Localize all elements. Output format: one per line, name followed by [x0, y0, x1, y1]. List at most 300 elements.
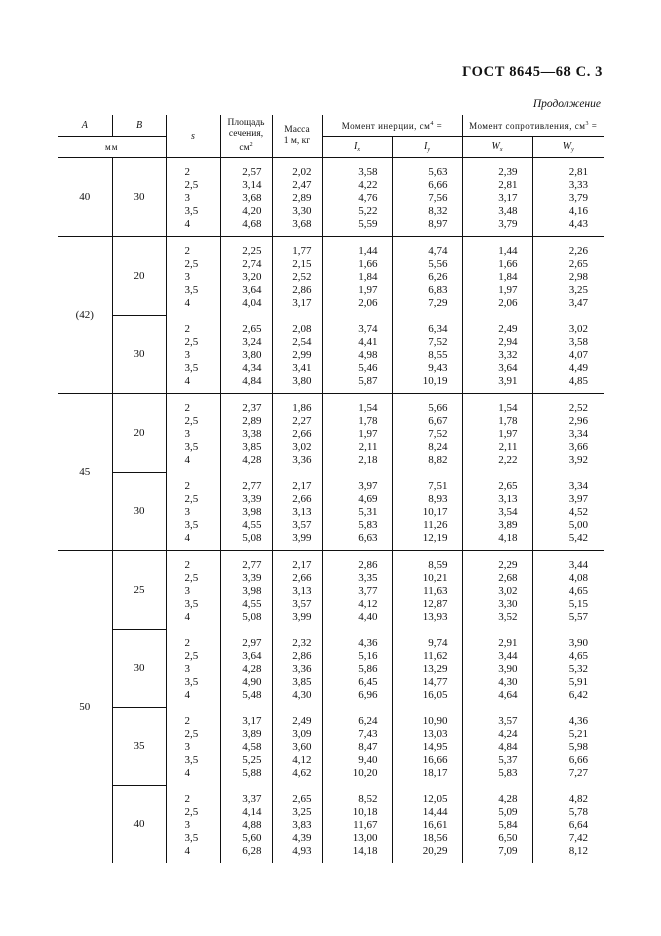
cell-s-value: 2,5 [184, 572, 199, 584]
cell-mass-value: 3,80 [292, 375, 312, 387]
cell-area-value: 3,17 [242, 715, 262, 727]
cell-s-value: 2,5 [184, 493, 199, 505]
cell-Ix [322, 551, 392, 630]
cell-area-lines [221, 402, 272, 467]
cell-Wx-lines [463, 323, 532, 388]
cell-Ix-value: 11,67 [353, 819, 378, 831]
cell-s-lines [167, 402, 220, 467]
cell-Wy-value: 4,08 [568, 572, 588, 584]
cell-s-lines [167, 166, 220, 231]
cell-Wx-value: 5,09 [498, 806, 518, 818]
cell-Wy-value: 4,43 [568, 218, 588, 230]
cell-mass-value: 3,85 [292, 676, 312, 688]
cell-s-value: 3,5 [184, 284, 199, 296]
cell-s-value: 3 [184, 271, 190, 283]
cell-area [220, 315, 272, 394]
cell-Wx-lines [463, 637, 532, 702]
cell-Wy-lines [533, 637, 605, 702]
col-header-A: A [81, 120, 88, 132]
cell-mass-value: 3,57 [292, 598, 312, 610]
cell-Iy-lines [393, 480, 462, 545]
cell-area-value: 2,25 [242, 245, 262, 257]
cell-Wy-value: 4,07 [568, 349, 588, 361]
cell-area-value: 3,39 [242, 493, 262, 505]
cell-area-value: 2,97 [242, 637, 262, 649]
cell-Wy-value: 3,79 [568, 192, 588, 204]
cell-mass-value: 2,54 [292, 336, 312, 348]
cell-Ix-lines [323, 793, 392, 858]
cell-Wx-lines [463, 245, 532, 310]
cell-area-value: 5,08 [242, 611, 262, 623]
cell-mass-lines [273, 793, 322, 858]
cell-Iy-value: 14,95 [422, 741, 448, 753]
cell-mass-lines [273, 323, 322, 388]
cell-Wy-value: 4,85 [568, 375, 588, 387]
cell-Wy-value: 2,81 [568, 166, 588, 178]
cell-Iy-value: 8,93 [428, 493, 448, 505]
cell-Iy [392, 629, 462, 707]
cell-mass-value: 4,12 [292, 754, 312, 766]
table-row [58, 785, 604, 863]
cell-s-value: 3 [184, 663, 190, 675]
cell-area-value: 4,28 [242, 663, 262, 675]
cell-Wy-value: 3,44 [568, 559, 588, 571]
cell-Wy-value: 6,66 [568, 754, 588, 766]
cell-area-value: 2,37 [242, 402, 262, 414]
cell-Wy [532, 707, 604, 785]
cell-area [220, 472, 272, 551]
cell-Iy-value: 9,74 [428, 637, 448, 649]
cell-s [166, 629, 220, 707]
cell-Wx-value: 6,50 [498, 832, 518, 844]
cell-Iy-value: 7,51 [428, 480, 448, 492]
cell-area-value: 4,20 [242, 205, 262, 217]
cell-Wx-value: 3,32 [498, 349, 518, 361]
cell-mass-value: 3,83 [292, 819, 312, 831]
cell-Wx-value: 4,24 [498, 728, 518, 740]
cell-Wx-value: 3,79 [498, 218, 518, 230]
col-header-mass [272, 115, 322, 158]
cell-Wy-value: 5,21 [568, 728, 588, 740]
cell-s [166, 394, 220, 473]
col-header-area [220, 115, 272, 158]
cell-Iy-value: 8,82 [428, 454, 448, 466]
cell-mass-value: 3,30 [292, 205, 312, 217]
cell-Iy-value: 6,66 [428, 179, 448, 191]
cell-Ix-value: 4,69 [358, 493, 378, 505]
cell-Ix-value: 5,16 [358, 650, 378, 662]
cell-mass-value: 4,62 [292, 767, 312, 779]
cell-mass-value: 2,49 [292, 715, 312, 727]
cell-mass-value: 2,27 [292, 415, 312, 427]
cell-s-lines [167, 637, 220, 702]
cell-Ix [322, 472, 392, 551]
cell-Ix-value: 5,31 [358, 506, 378, 518]
cell-area-value: 4,88 [242, 819, 262, 831]
cell-s-value: 4 [184, 611, 190, 623]
cell-Wy-value: 5,91 [568, 676, 588, 688]
cell-area-value: 3,24 [242, 336, 262, 348]
col-group-inertia [322, 115, 462, 137]
cell-s [166, 472, 220, 551]
continuation-label: Продолжение [532, 98, 601, 110]
cell-Ix-value: 1,97 [358, 428, 378, 440]
cell-Wx [462, 158, 532, 237]
cell-Wy-value: 2,98 [568, 271, 588, 283]
cell-Wx-value: 2,65 [498, 480, 518, 492]
cell-Wy [532, 472, 604, 551]
cell-Iy-value: 12,19 [422, 532, 448, 544]
cell-Wx-value: 3,52 [498, 611, 518, 623]
cell-area-value: 4,34 [242, 362, 262, 374]
cell-area-lines [221, 166, 272, 231]
cell-Wy-value: 3,47 [568, 297, 588, 309]
cell-Wx-lines [463, 715, 532, 780]
cell-Iy-value: 6,26 [428, 271, 448, 283]
cell-Wy-value: 8,12 [568, 845, 588, 857]
cell-Ix-lines [323, 323, 392, 388]
cell-Wx-value: 1,84 [498, 271, 518, 283]
resistance-eq: = [589, 120, 598, 131]
cell-area-value: 3,37 [242, 793, 262, 805]
cell-area-value: 3,14 [242, 179, 262, 191]
cell-Wy [532, 158, 604, 237]
cell-Ix-value: 10,18 [352, 806, 378, 818]
cell-mass-lines [273, 245, 322, 310]
cell-Iy-lines [393, 323, 462, 388]
cell-Iy-value: 8,59 [428, 559, 448, 571]
cell-Wy [532, 237, 604, 316]
cell-A: (42) [58, 237, 112, 394]
cell-B: 35 [112, 707, 166, 785]
cell-mass-value: 3,13 [292, 585, 312, 597]
cell-Iy-value: 9,43 [428, 362, 448, 374]
cell-Wy-value: 4,65 [568, 650, 588, 662]
cell-Ix-value: 6,96 [358, 689, 378, 701]
cell-area-value: 3,98 [242, 585, 262, 597]
cell-mass-value: 2,65 [292, 793, 312, 805]
cell-Wy-value: 5,57 [568, 611, 588, 623]
cell-mass [272, 472, 322, 551]
cell-area-value: 2,89 [242, 415, 262, 427]
cell-s-value: 4 [184, 218, 190, 230]
cell-area-value: 5,08 [242, 532, 262, 544]
cell-Wx-value: 1,78 [498, 415, 518, 427]
cell-B: 20 [112, 394, 166, 473]
cell-Ix [322, 158, 392, 237]
cell-Iy-lines [393, 166, 462, 231]
cell-Wy-lines [533, 480, 605, 545]
cell-Wy [532, 394, 604, 473]
cell-area-value: 2,65 [242, 323, 262, 335]
cell-area-value: 2,77 [242, 559, 262, 571]
cell-mass [272, 551, 322, 630]
cell-Ix-value: 5,59 [358, 218, 378, 230]
cell-s-lines [167, 480, 220, 545]
page-header: ГОСТ 8645—68 С. 3 [462, 64, 603, 80]
cell-mass-lines [273, 480, 322, 545]
table-header [58, 115, 604, 158]
cell-area-value: 4,68 [242, 218, 262, 230]
cell-Wy-value: 2,65 [568, 258, 588, 270]
cell-mass-value: 3,17 [292, 297, 312, 309]
col-header-B: B [112, 115, 166, 137]
cell-Ix-lines [323, 637, 392, 702]
col-header-Ix: $I_x$ [322, 137, 392, 158]
cell-Iy-value: 16,61 [422, 819, 448, 831]
cell-Ix-value: 8,47 [358, 741, 378, 753]
cell-Ix-value: 2,18 [358, 454, 378, 466]
cell-mass [272, 785, 322, 863]
cell-Ix [322, 315, 392, 394]
cell-mass-lines [273, 559, 322, 624]
cell-Wy [532, 315, 604, 394]
cell-Wx-value: 7,09 [498, 845, 518, 857]
cell-area-value: 4,04 [242, 297, 262, 309]
cell-Wx-value: 3,30 [498, 598, 518, 610]
cell-s-lines [167, 323, 220, 388]
cell-A: 50 [79, 701, 91, 713]
cell-Wx-value: 3,13 [498, 493, 518, 505]
cell-Ix-value: 3,35 [358, 572, 378, 584]
cell-Ix-value: 3,58 [358, 166, 378, 178]
cell-s-value: 3,5 [184, 205, 199, 217]
cell-Iy-lines [393, 715, 462, 780]
cell-s-value: 3,5 [184, 598, 199, 610]
table-row [58, 394, 604, 473]
cell-Iy-value: 10,19 [422, 375, 448, 387]
cell-Iy-value: 10,21 [422, 572, 448, 584]
cell-s-value: 3,5 [184, 754, 199, 766]
cell-Iy-value: 12,87 [422, 598, 448, 610]
cell-Wx-value: 3,02 [498, 585, 518, 597]
cell-mass-value: 2,99 [292, 349, 312, 361]
cell-Wx-value: 5,37 [498, 754, 518, 766]
cell-Ix [322, 707, 392, 785]
cell-Wx-value: 2,81 [498, 179, 518, 191]
resistance-label: Момент сопротивления, см [469, 120, 586, 131]
cell-Ix-lines [323, 715, 392, 780]
cell-area-value: 5,25 [242, 754, 262, 766]
cell-area-value: 3,89 [242, 728, 262, 740]
cell-area-value: 4,90 [242, 676, 262, 688]
cell-Wx-value: 1,97 [498, 284, 518, 296]
cell-Ix-value: 9,40 [358, 754, 378, 766]
cell-Ix-value: 7,43 [358, 728, 378, 740]
cell-area-value: 4,14 [242, 806, 262, 818]
cell-s-value: 2,5 [184, 728, 199, 740]
cell-Wx-value: 1,97 [498, 428, 518, 440]
cell-area [220, 785, 272, 863]
cell-area-value: 3,68 [242, 192, 262, 204]
cell-Wy [532, 785, 604, 863]
cell-Ix-value: 3,74 [358, 323, 378, 335]
cell-Ix-value: 1,54 [358, 402, 378, 414]
cell-Ix-value: 5,86 [358, 663, 378, 675]
cell-Ix-value: 2,11 [358, 441, 378, 453]
cell-Ix-value: 10,20 [352, 767, 378, 779]
cell-Iy-value: 7,52 [428, 336, 448, 348]
cell-Iy-value: 16,66 [422, 754, 448, 766]
cell-s-value: 2 [184, 793, 190, 805]
cell-area-value: 6,28 [242, 845, 262, 857]
cell-Ix-lines [323, 480, 392, 545]
cell-Wy-value: 7,27 [568, 767, 588, 779]
cell-s-value: 2,5 [184, 179, 199, 191]
cell-mass-value: 3,02 [292, 441, 312, 453]
cell-Iy [392, 237, 462, 316]
cell-area-lines [221, 245, 272, 310]
cell-s [166, 707, 220, 785]
cell-Ix-value: 4,98 [358, 349, 378, 361]
cell-Iy [392, 158, 462, 237]
cell-Iy-value: 13,93 [422, 611, 448, 623]
cell-Iy-lines [393, 559, 462, 624]
inertia-exp: 4 [430, 120, 434, 127]
col-header-unit-mm: мм [58, 137, 166, 158]
cell-Wx-value: 2,39 [498, 166, 518, 178]
cell-mass [272, 394, 322, 473]
cell-Wy-lines [533, 402, 605, 467]
cell-Wx-lines [463, 559, 532, 624]
cell-mass-lines [273, 715, 322, 780]
cell-mass-value: 4,39 [292, 832, 312, 844]
cell-Wx [462, 315, 532, 394]
col-header-Iy: $I_y$ [392, 137, 462, 158]
cell-Iy-value: 18,56 [422, 832, 448, 844]
cell-Wx-value: 2,68 [498, 572, 518, 584]
cell-Wy-value: 3,92 [568, 454, 588, 466]
cell-s-value: 4 [184, 454, 190, 466]
cell-s-value: 3,5 [184, 676, 199, 688]
cell-Wx-value: 2,29 [498, 559, 518, 571]
cell-s-value: 4 [184, 845, 190, 857]
cell-Wx-value: 3,90 [498, 663, 518, 675]
cell-area-value: 5,88 [242, 767, 262, 779]
cell-Iy-value: 12,05 [422, 793, 448, 805]
cell-Ix-lines [323, 559, 392, 624]
cell-Wy-lines [533, 323, 605, 388]
cell-Wy [532, 629, 604, 707]
cell-s-value: 3,5 [184, 519, 199, 531]
cell-Iy-value: 11,26 [423, 519, 448, 531]
cell-Wx-lines [463, 166, 532, 231]
cell-Wx-value: 3,64 [498, 362, 518, 374]
cell-Wy-value: 4,49 [568, 362, 588, 374]
cell-area [220, 707, 272, 785]
cell-Iy-value: 13,29 [422, 663, 448, 675]
cell-area-lines [221, 480, 272, 545]
cell-Iy-value: 8,24 [428, 441, 448, 453]
inertia-label: Момент инерции, см [341, 120, 431, 131]
cell-Ix-value: 1,44 [358, 245, 378, 257]
cell-area-lines [221, 715, 272, 780]
cell-Wx-lines [463, 793, 532, 858]
cell-mass-value: 2,86 [292, 650, 312, 662]
cell-Iy-lines [393, 793, 462, 858]
table-row [58, 707, 604, 785]
cell-Ix-value: 14,18 [352, 845, 378, 857]
cell-Iy-value: 14,44 [422, 806, 448, 818]
cell-mass-value: 1,77 [292, 245, 312, 257]
cell-s-value: 3 [184, 506, 190, 518]
cell-s-value: 4 [184, 767, 190, 779]
cell-Iy-value: 20,29 [422, 845, 448, 857]
cell-Ix-lines [323, 402, 392, 467]
cell-s-value: 3,5 [184, 362, 199, 374]
cell-Iy-lines [393, 245, 462, 310]
cell-area [220, 551, 272, 630]
cell-Ix-value: 5,83 [358, 519, 378, 531]
table-row [58, 237, 604, 316]
cell-s-value: 3 [184, 741, 190, 753]
cell-Wx-value: 2,11 [498, 441, 518, 453]
table-row [58, 158, 604, 237]
cell-Iy-lines [393, 637, 462, 702]
cell-Ix-value: 3,77 [358, 585, 378, 597]
cell-Iy-lines [393, 402, 462, 467]
cell-s-value: 2,5 [184, 650, 199, 662]
cell-mass-value: 3,99 [292, 532, 312, 544]
cell-s-value: 4 [184, 689, 190, 701]
cell-s [166, 785, 220, 863]
cell-mass [272, 707, 322, 785]
cell-Iy-value: 7,29 [428, 297, 448, 309]
cell-Iy-value: 5,63 [428, 166, 448, 178]
cell-Wy-value: 7,42 [568, 832, 588, 844]
cell-Iy-value: 16,05 [422, 689, 448, 701]
cell-mass-value: 4,30 [292, 689, 312, 701]
cell-s-value: 2,5 [184, 258, 199, 270]
cell-area-value: 4,28 [242, 454, 262, 466]
cell-Wy-value: 5,98 [568, 741, 588, 753]
cell-Wy-value: 4,36 [568, 715, 588, 727]
cell-A: 40 [58, 158, 112, 237]
table-body [58, 158, 604, 864]
cell-Wy-value: 4,65 [568, 585, 588, 597]
area-line-2: сечения, [228, 129, 264, 139]
cell-area [220, 394, 272, 473]
cell-mass-value: 3,09 [292, 728, 312, 740]
cell-Wx [462, 472, 532, 551]
cell-Ix [322, 394, 392, 473]
cell-Ix [322, 629, 392, 707]
cell-Wx-value: 3,44 [498, 650, 518, 662]
cell-Ix-value: 4,12 [358, 598, 378, 610]
cell-mass-value: 2,32 [292, 637, 312, 649]
cell-Wy [532, 551, 604, 630]
cell-Wx-value: 5,83 [498, 767, 518, 779]
cell-mass [272, 237, 322, 316]
cell-area [220, 158, 272, 237]
cell-Iy-value: 10,90 [422, 715, 448, 727]
cell-s-lines [167, 715, 220, 780]
cell-s [166, 237, 220, 316]
cell-Ix-value: 3,97 [358, 480, 378, 492]
cell-Wx-value: 2,06 [498, 297, 518, 309]
cell-Wx-value: 3,54 [498, 506, 518, 518]
cell-Iy-value: 11,62 [423, 650, 448, 662]
inertia-eq: = [433, 120, 443, 131]
cell-s-value: 2 [184, 559, 190, 571]
table-row [58, 315, 604, 394]
cell-area-value: 2,57 [242, 166, 262, 178]
cell-Wx-value: 3,48 [498, 205, 518, 217]
cell-B: 40 [112, 785, 166, 863]
cell-Wx-value: 1,66 [498, 258, 518, 270]
area-line-3 [221, 140, 272, 154]
cell-mass-value: 2,15 [292, 258, 312, 270]
